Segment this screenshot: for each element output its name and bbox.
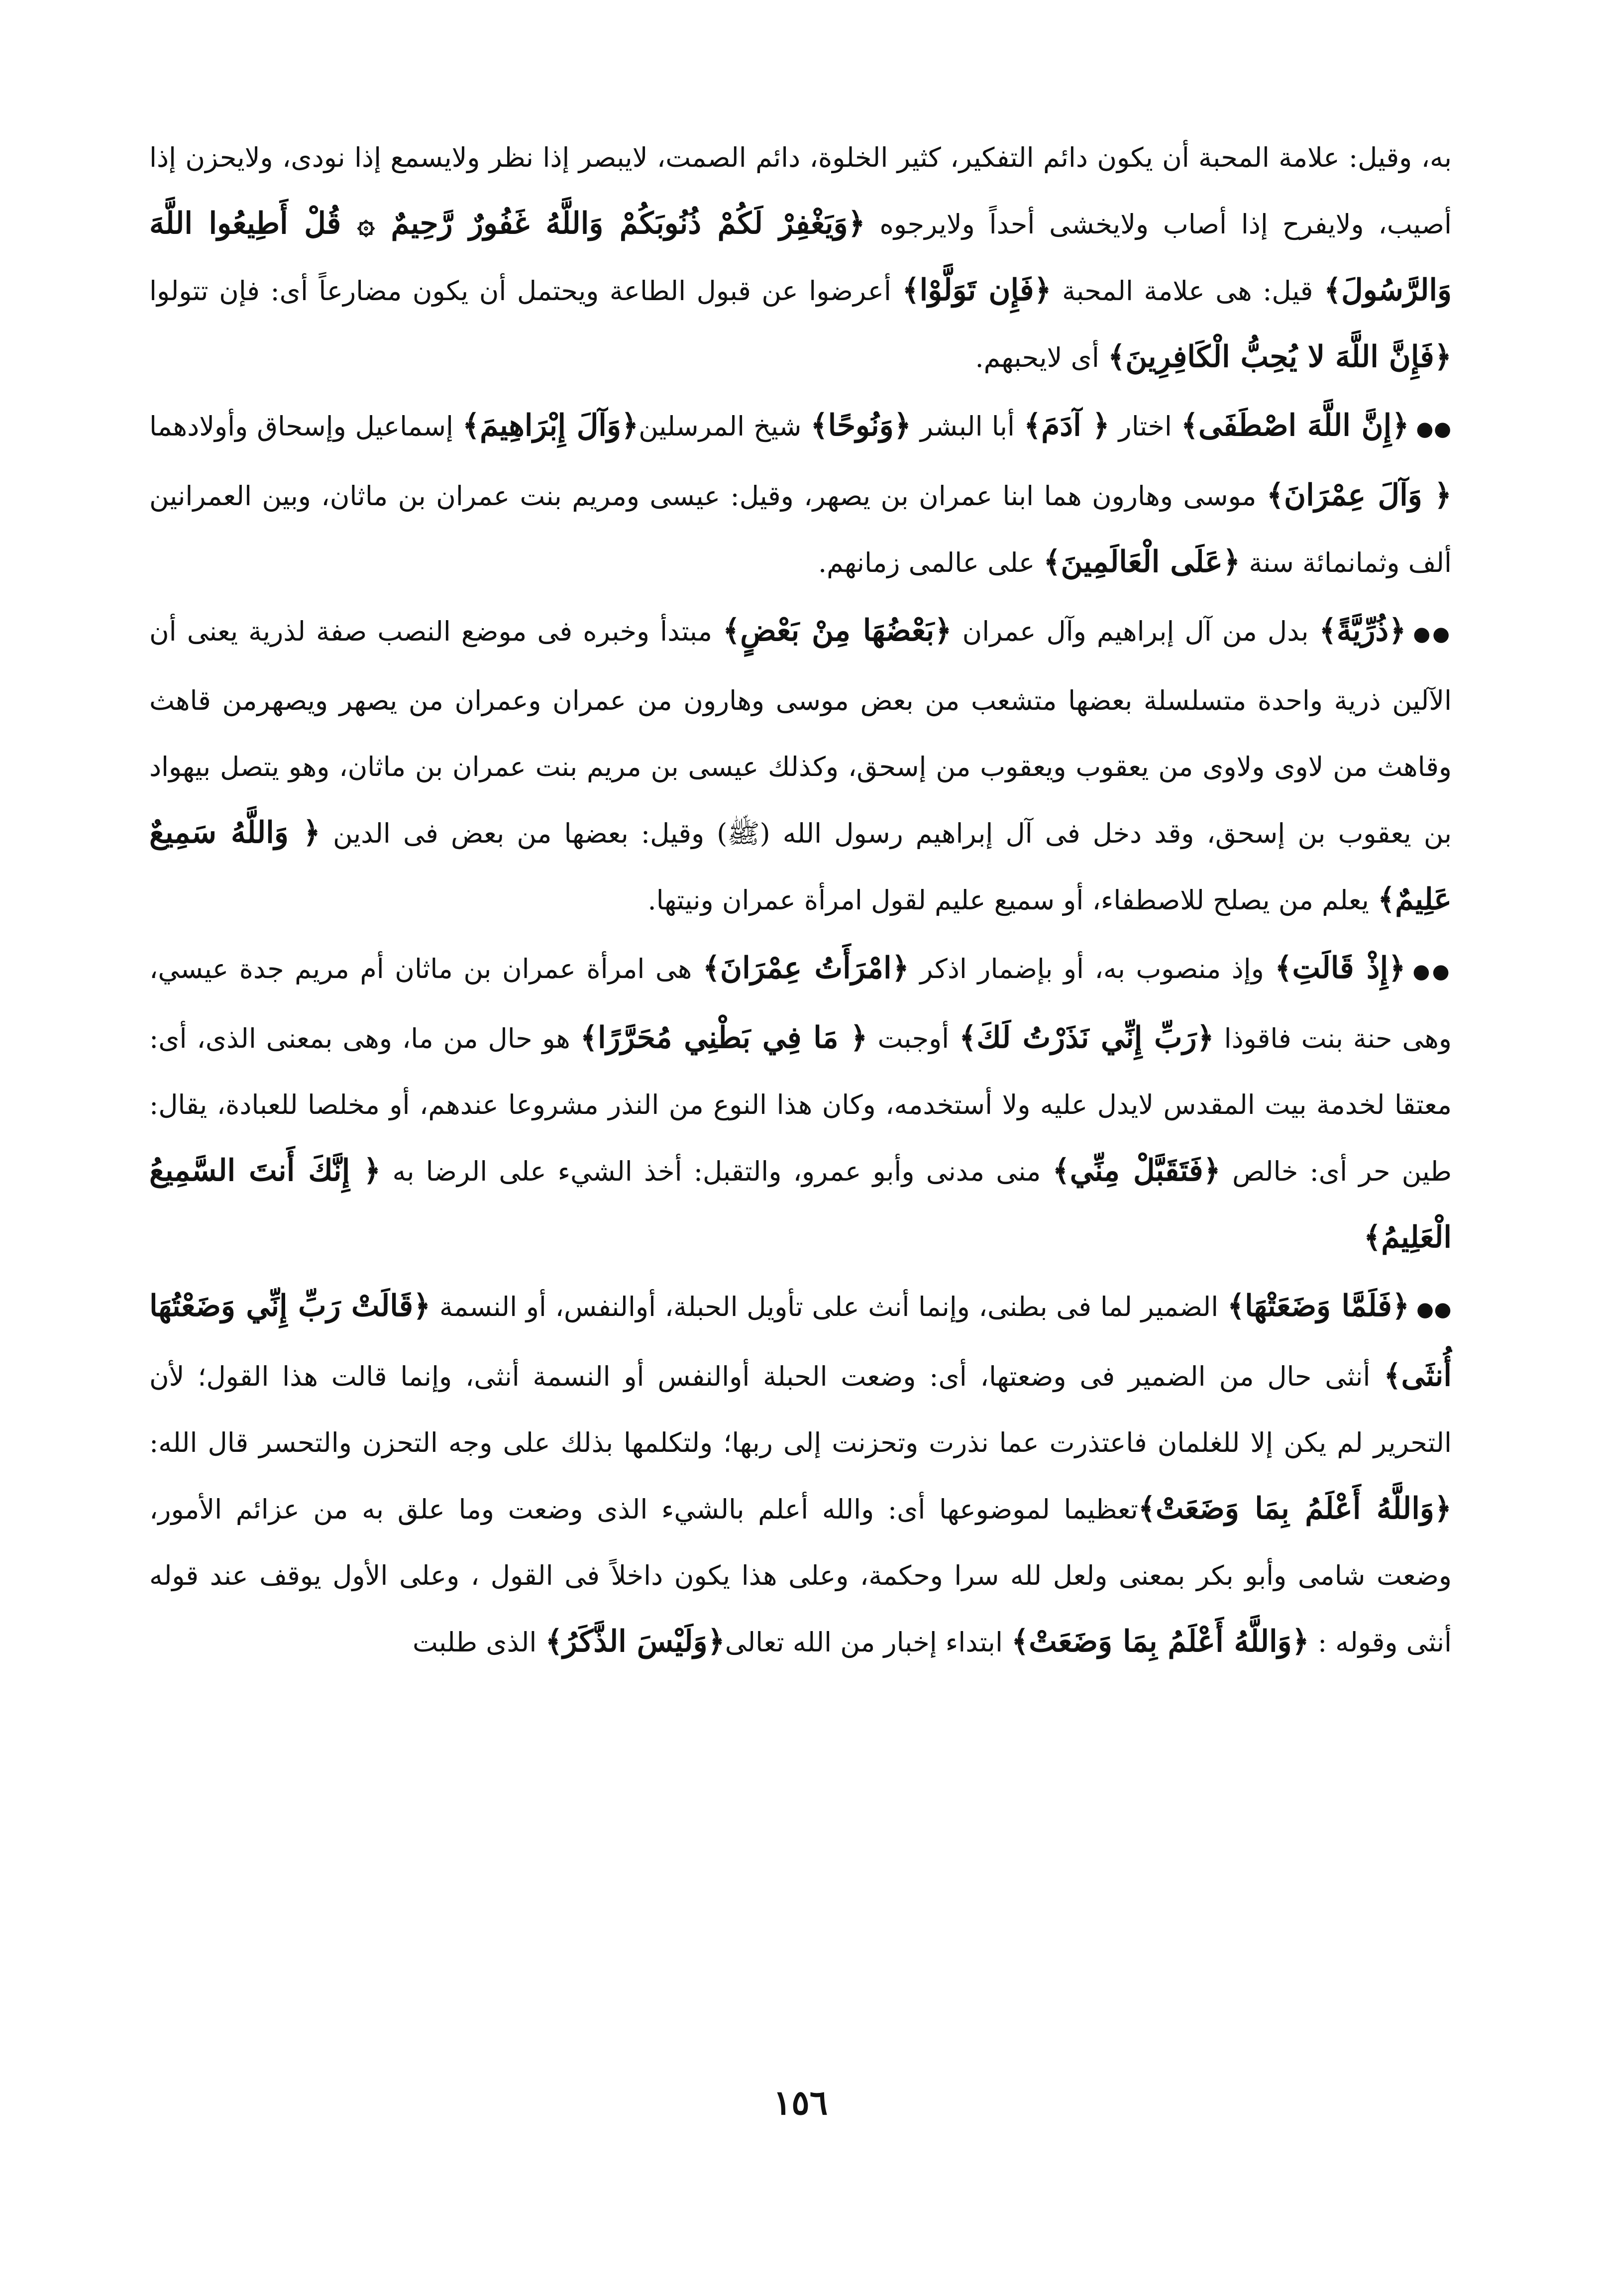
- quran-quote: ﴿عَلَى الْعَالَمِينَ﴾: [1043, 545, 1241, 579]
- commentary-text: به، وقيل: علامة المحبة أن يكون دائم التفكير، كثير الخلوة، دائم الصمت، لايبصر إذا نظر ولايسمع إذا نودى، ولايحزن إذا أصيب، ولايفرح إذا أصاب ولايخشى أحداً ولايرجوه: [149, 142, 1452, 240]
- quran-quote: ﴿فَإِنَّ اللَّهَ لا يُحِبُّ الْكَافِرِينَ﴾: [1108, 339, 1452, 374]
- quran-quote: ﴿قَالَتْ رَبِّ إِنِّي وَضَعْتُهَا أُنثَى﴾: [149, 1289, 1452, 1393]
- commentary-text: منى مدنى وأبو عمرو، والتقبل: أخذ الشيء على الرضا به: [381, 1156, 1053, 1187]
- paragraph: [149, 124, 1452, 391]
- commentary-text: أبا البشر: [911, 411, 1024, 442]
- paragraph-bullet: ●●: [1416, 418, 1452, 440]
- paragraph: [149, 935, 1452, 1271]
- quran-quote: ﴿امْرَأَتُ عِمْرَانَ﴾: [702, 951, 909, 985]
- paragraph-bullet: ●●: [1412, 960, 1452, 983]
- commentary-text: موسى وهارون هما ابنا عمران بن يصهر، وقيل: عيسى ومريم بنت عمران بن ماثان، وبين العمرانين ألف وثمانمائة سنة: [149, 480, 1452, 578]
- quran-quote: ﴿فَإِن تَوَلَّوْا﴾: [902, 273, 1052, 308]
- commentary-text: أعرضوا عن قبول الطاعة ويحتمل أن يكون مضارعاً أى: فإن تتولوا: [149, 275, 902, 307]
- paragraph: [149, 598, 1452, 933]
- commentary-text: أى لايحبهم.: [975, 342, 1108, 373]
- quran-quote: ﴿بَعْضُهَا مِنْ بَعْضٍ﴾: [723, 613, 952, 648]
- commentary-text: على عالمى زمانهم.: [818, 547, 1044, 578]
- commentary-text: مبتدأ وخبره فى موضع النصب صفة لذرية يعنى أن الآلين ذرية واحدة متسلسلة بعضها متشعب من بعض موسى وهارون من عمران وعمران من يصهر ويصهرمن قاهث وقاهث من لاوى ولاوى من يعقوب ويعقوب من إسحق، وكذلك عيسى بن مريم بنت عمران بن ماثان، وهو يتصل بيهواد بن يعقوب بن إسحق، وقد دخل فى آل إبراهيم رسول الله (ﷺ) وقيل: بعضها من بعض فى الدين: [149, 616, 1452, 849]
- quran-quote: ﴿وَيَغْفِرْ لَكُمْ ذُنُوبَكُمْ وَاللَّهُ غَفُورٌ رَّحِيمٌ ۞ قُلْ أَطِيعُوا اللَّهَ وَالرَّسُولَ﴾: [149, 206, 1452, 308]
- quran-quote: ﴿رَبِّ إِنِّي نَذَرْتُ لَكَ﴾: [959, 1020, 1214, 1055]
- commentary-text: الضمير لما فى بطنى، وإنما أنث على تأويل الحبلة، أوالنفس، أو النسمة: [430, 1291, 1227, 1322]
- quran-quote: ﴿ وَاللَّهُ سَمِيعٌ عَلِيمٌ﴾: [149, 815, 1452, 917]
- quran-quote: ﴿ وَآلَ عِمْرَانَ﴾: [1266, 478, 1452, 513]
- quran-quote: ﴿فَلَمَّا وَضَعَتْهَا﴾: [1227, 1289, 1410, 1323]
- quran-quote: ﴿ إِنَّكَ أَنتَ السَّمِيعُ الْعَلِيمُ﴾: [149, 1153, 1452, 1255]
- paragraph-bullet: ●●: [1413, 623, 1452, 646]
- quran-quote: ﴿وَاللَّهُ أَعْلَمُ بِمَا وَضَعَتْ﴾: [1011, 1624, 1309, 1659]
- page-number: ١٥٦: [773, 2083, 828, 2123]
- body-text: [149, 124, 1452, 1675]
- commentary-text: يعلم من يصلح للاصطفاء، أو سميع عليم لقول امرأة عمران ونيتها.: [647, 884, 1378, 916]
- quran-quote: ﴿وَآلَ إِبْرَاهِيمَ﴾: [462, 408, 639, 443]
- commentary-text: شيخ المرسلين: [639, 411, 811, 442]
- commentary-text: بدل من آل إبراهيم وآل عمران: [952, 616, 1319, 647]
- paragraph: [149, 393, 1452, 596]
- quran-quote: ﴿إِنَّ اللَّهَ اصْطَفَى﴾: [1180, 408, 1409, 443]
- commentary-text: وإذ منصوب به، أو بإضمار اذكر: [909, 953, 1275, 984]
- commentary-text: قيل: هى علامة المحبة: [1051, 275, 1324, 307]
- quran-quote: ﴿وَنُوحًا﴾: [810, 408, 911, 443]
- quran-quote: ﴿ آدَمَ﴾: [1024, 408, 1110, 443]
- quran-quote: ﴿إِذْ قَالَتِ﴾: [1275, 951, 1406, 985]
- commentary-text: أوجبت: [867, 1023, 960, 1054]
- commentary-text: الذى طلبت: [412, 1627, 545, 1658]
- commentary-text: اختار: [1109, 411, 1181, 442]
- quran-quote: ﴿فَتَقَبَّلْ مِنِّي﴾: [1052, 1153, 1221, 1188]
- commentary-text: ابتداء إخبار من الله تعالى: [725, 1627, 1012, 1658]
- paragraph-bullet: ●●: [1416, 1298, 1452, 1321]
- quran-quote: ﴿وَلَيْسَ الذَّكَرُ﴾: [545, 1624, 725, 1659]
- commentary-text: هو حال من ما، وهى بمعنى الذى، أى: معتقا لخدمة بيت المقدس لايدل عليه ولا أستخدمه، وكان هذا النوع من النذر مشروعا عندهم، أو مخلصا للعبادة، يقال: طين حر أى: خالص: [149, 1023, 1452, 1187]
- commentary-text: تعظيما لموضوعها أى: والله أعلم بالشيء الذى وضعت وما علق به من عزائم الأمور، وضعت شامى وأبو بكر بمعنى ولعل لله سرا وحكمة، وعلى هذا يكون داخلاً فى القول ، وعلى الأول يوقف عند قوله أنثى وقوله :: [149, 1494, 1452, 1658]
- quran-quote: ﴿ مَا فِي بَطْنِي مُحَرَّرًا﴾: [580, 1020, 868, 1055]
- commentary-text: أنثى حال من الضمير فى وضعتها، أى: وضعت الحبلة أوالنفس أو النسمة أنثى، وإنما قالت هذا القول؛ لأن التحرير لم يكن إلا للغلمان فاعتذرت عما نذرت وتحزنت إلى ربها؛ ولتكلمها بذلك على وجه التحزن والتحسر قال الله:: [149, 1361, 1452, 1458]
- commentary-text: هى امرأة عمران بن ماثان أم مريم جدة عيسي، وهى حنة بنت فاقوذا: [149, 953, 1452, 1054]
- quran-quote: ﴿ذُرِّيَّةً﴾: [1319, 613, 1406, 648]
- commentary-text: إسماعيل وإسحاق وأولادهما: [149, 411, 463, 442]
- quran-quote: ﴿وَاللَّهُ أَعْلَمُ بِمَا وَضَعَتْ﴾: [1138, 1491, 1452, 1526]
- paragraph: [149, 1273, 1452, 1675]
